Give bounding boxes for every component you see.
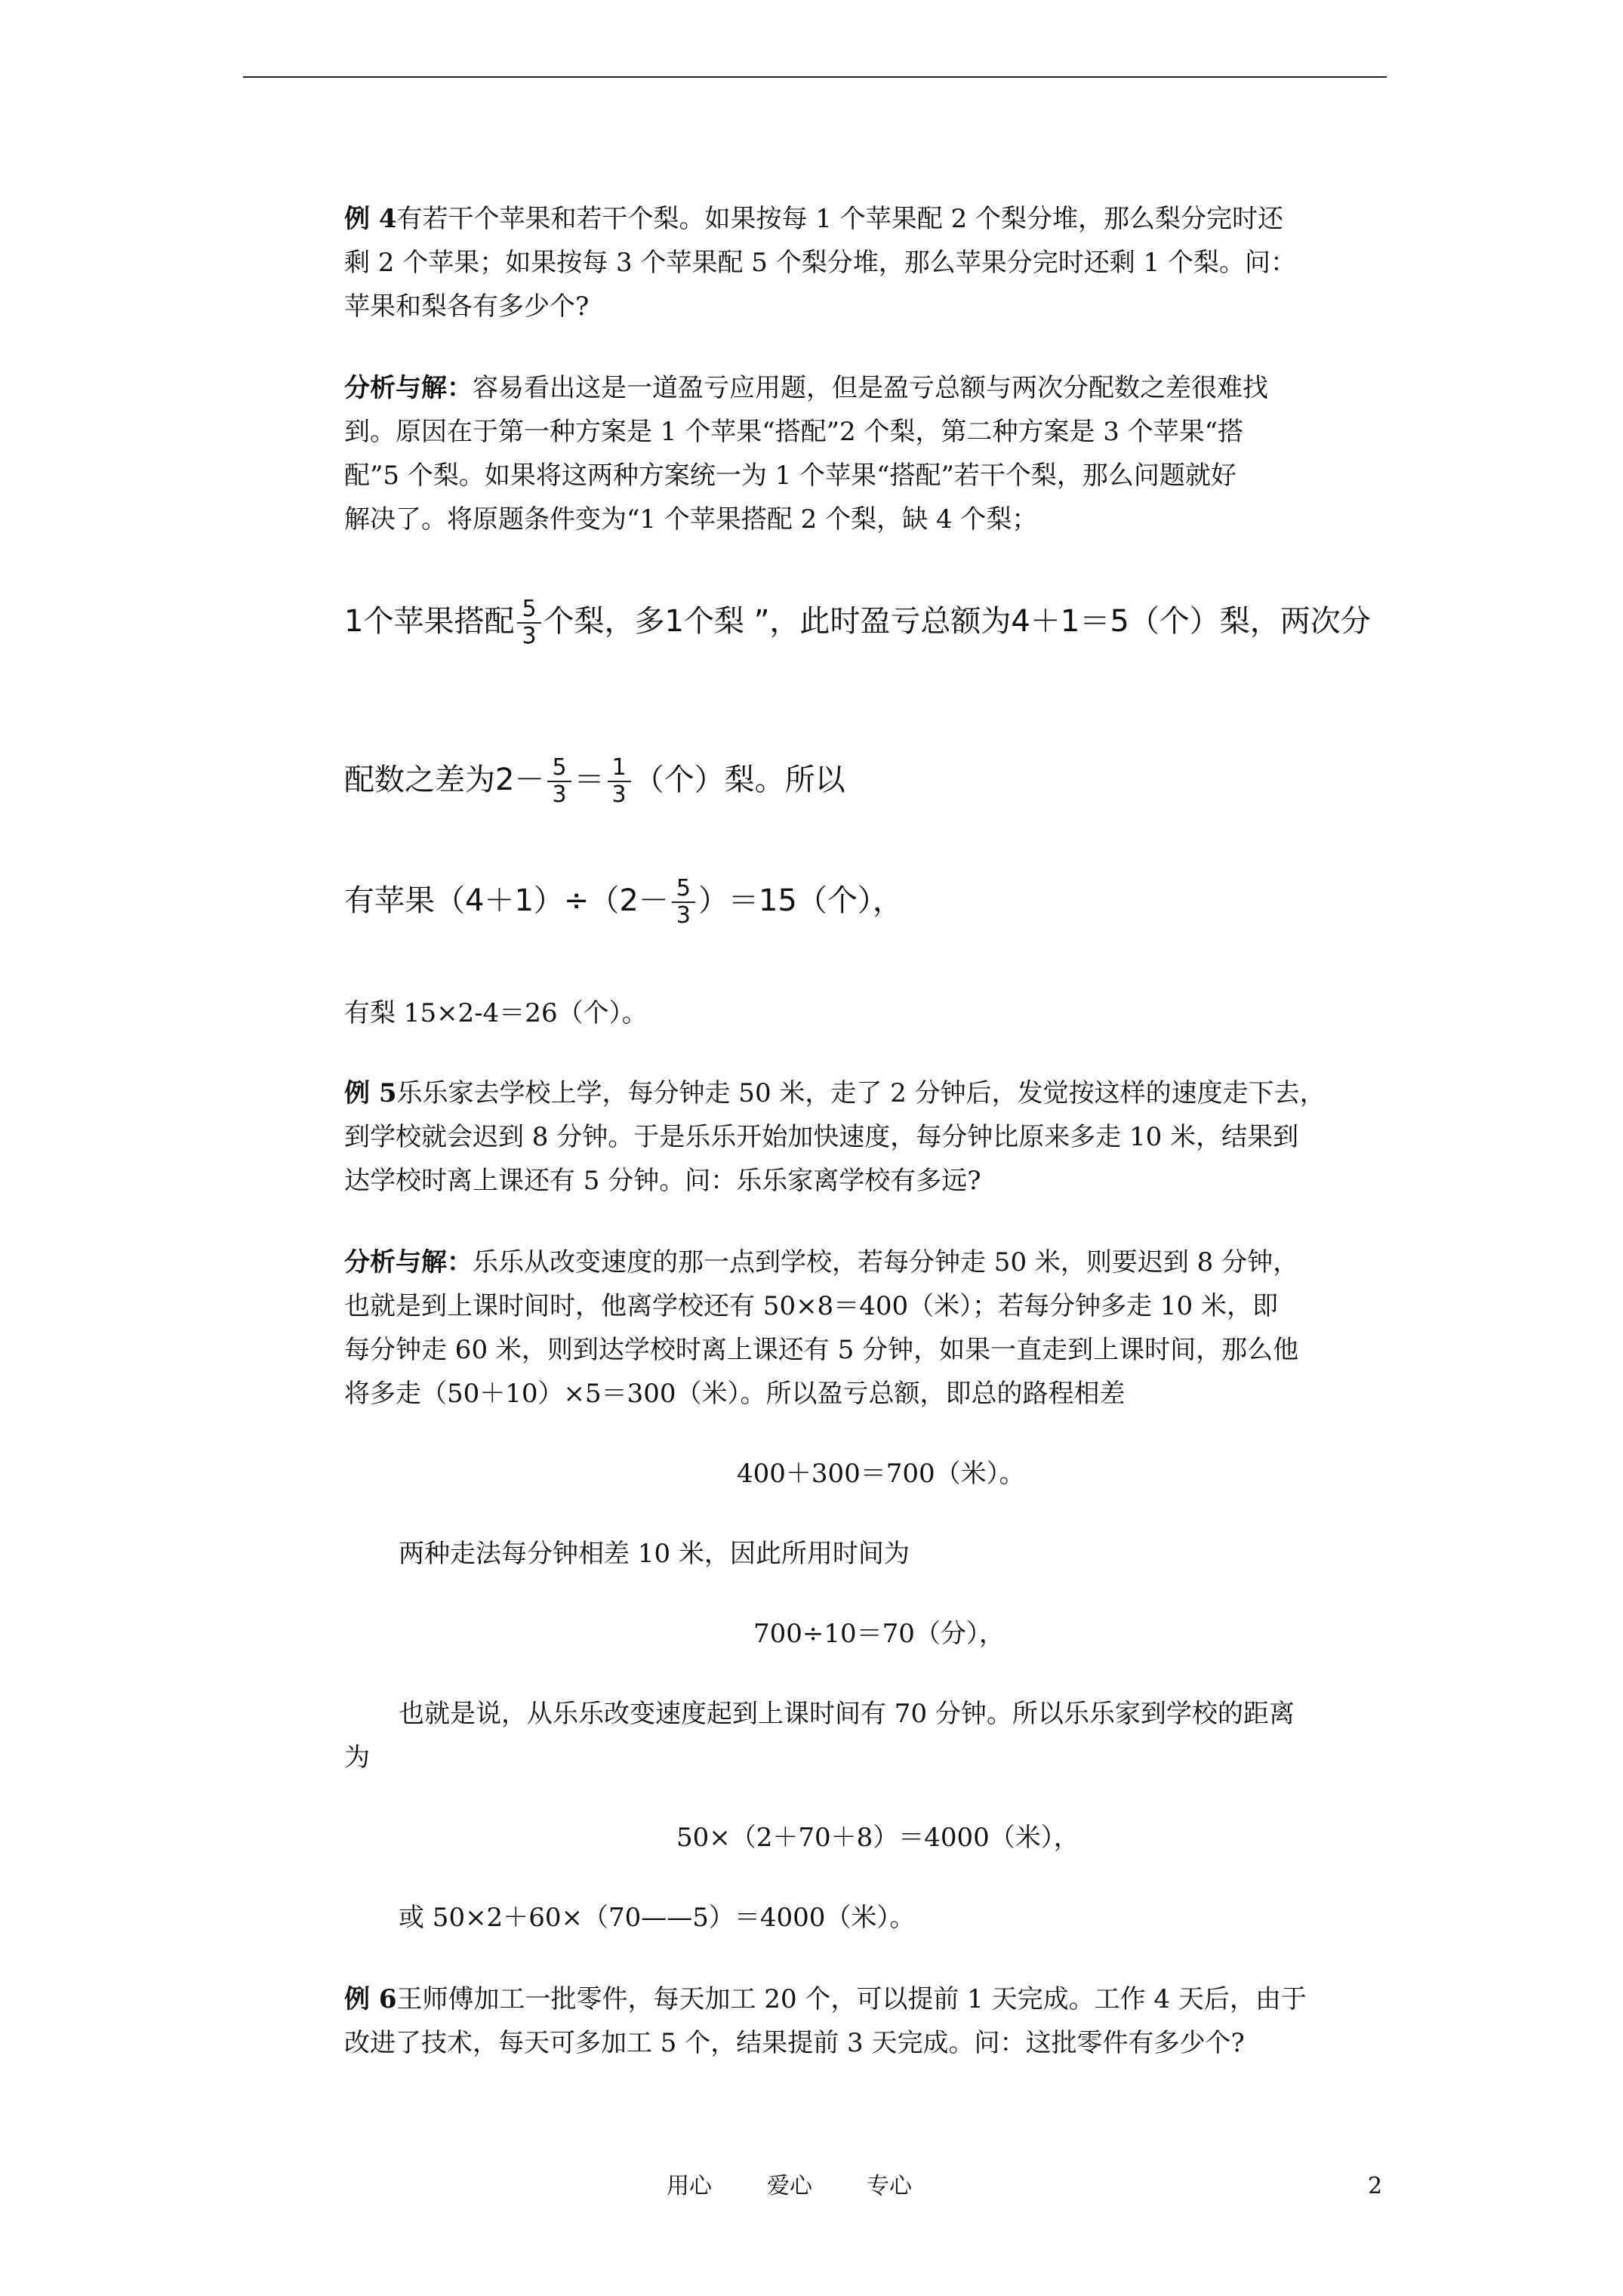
example-5-line-2: 到学校就会迟到 8 分钟。于是乐乐开始加快速度，每分钟比原来多走 10 米，结果到 [344,1122,1299,1152]
analysis-5-line-4: 将多走（50＋10）×5＝300（米）。所以盈亏总额，即总的路程相差 [344,1379,1126,1409]
footer-word-3: 专心 [867,2173,912,2199]
page-number: 2 [1368,2173,1383,2199]
example-6-line-2: 改进了技术，每天可多加工 5 个，结果提前 3 天完成。问：这批零件有多少个? [344,2028,1245,2058]
example-4-line-1: 例 4有若干个苹果和若干个梨。如果按每 1 个苹果配 2 个梨分堆，那么梨分完时还 [344,204,1283,234]
paragraph-time-difference: 两种走法每分钟相差 10 米，因此所用时间为 [399,1539,910,1569]
example-6-line-1: 例 6王师傅加工一批零件，每天加工 20 个，可以提前 1 天完成。工作 4 天后，由于 [344,1984,1307,2014]
example-4-line-3: 苹果和梨各有多少个? [344,291,590,322]
example-5-label: 例 5 [344,1078,397,1108]
equation-total-distance: 400＋300＝700（米）。 [737,1459,1025,1489]
example-4-line-2: 剩 2 个苹果；如果按每 3 个苹果配 5 个梨分堆，那么苹果分完时还剩 1 个梨。问： [344,248,1296,278]
paragraph-distance-line-2: 为 [344,1743,370,1773]
example-4-label: 例 4 [344,204,397,234]
example-5-line-3: 达学校时离上课还有 5 分钟。问：乐乐家离学校有多远? [344,1166,981,1196]
equation-distance-1: 50×（2＋70＋8）＝4000（米）， [676,1823,1079,1853]
header-rule [243,76,1387,78]
analysis-4-label: 分析与解： [344,373,473,403]
analysis-5-line-2: 也就是到上课时间时，他离学校还有 50×8＝400（米）；若每分钟多走 10 米，即 [344,1291,1278,1321]
example-5-line-1: 例 5乐乐家去学校上学，每分钟走 50 米，走了 2 分钟后，发觉按这样的速度走下去， [344,1078,1326,1108]
analysis-5-label: 分析与解： [344,1247,473,1277]
equation-time: 700÷10＝70（分）， [753,1619,1005,1649]
pear-result: 有梨 15×2-4＝26（个）。 [344,998,648,1028]
analysis-4-line-3: 配”5 个梨。如果将这两种方案统一为 1 个苹果“搭配”若干个梨，那么问题就好 [344,461,1236,491]
footer-word-1: 用心 [667,2173,712,2199]
fraction-five-thirds: $\frac{5}{3}$ [517,596,540,649]
analysis-5-line-3: 每分钟走 60 米，则到达学校时离上课还有 5 分钟，如果一直走到上课时间，那么他 [344,1335,1299,1365]
paragraph-distance-line-1: 也就是说，从乐乐改变速度起到上课时间有 70 分钟。所以乐乐家到学校的距离 [399,1699,1295,1729]
analysis-4-line-4: 解决了。将原题条件变为“1 个苹果搭配 2 个梨，缺 4 个梨； [344,504,1038,535]
formula-image-line-3: 有苹果（4＋1）÷（2－ $\frac{5}{3}$ ）＝15（个）， [344,875,903,929]
analysis-4-line-2: 到。原因在于第一种方案是 1 个苹果“搭配”2 个梨，第二种方案是 3 个苹果“搭 [344,417,1244,447]
footer-word-2: 爱心 [767,2173,812,2199]
formula-image-line-1: 1个苹果搭配 $\frac{5}{3}$ 个梨，多1个梨 ”，此时盈亏总额为4＋1＝5（个）梨，两次分 [344,596,1371,649]
formula-image-line-2: 配数之差为2－ $\frac{5}{3}$ ＝ $\frac{1}{3}$ （个）梨。所以 [344,754,845,808]
analysis-4-line-1: 分析与解：容易看出这是一道盈亏应用题，但是盈亏总额与两次分配数之差很难找 [344,373,1268,403]
fraction-one-third: $\frac{1}{3}$ [608,755,631,808]
example-6-label: 例 6 [344,1984,397,2014]
fraction-five-thirds: $\frac{5}{3}$ [672,876,695,929]
analysis-5-line-1: 分析与解：乐乐从改变速度的那一点到学校，若每分钟走 50 米，则要迟到 8 分钟， [344,1247,1299,1277]
fraction-five-thirds: $\frac{5}{3}$ [547,755,571,808]
equation-distance-2: 或 50×2＋60×（70——5）＝4000（米）。 [399,1903,916,1933]
